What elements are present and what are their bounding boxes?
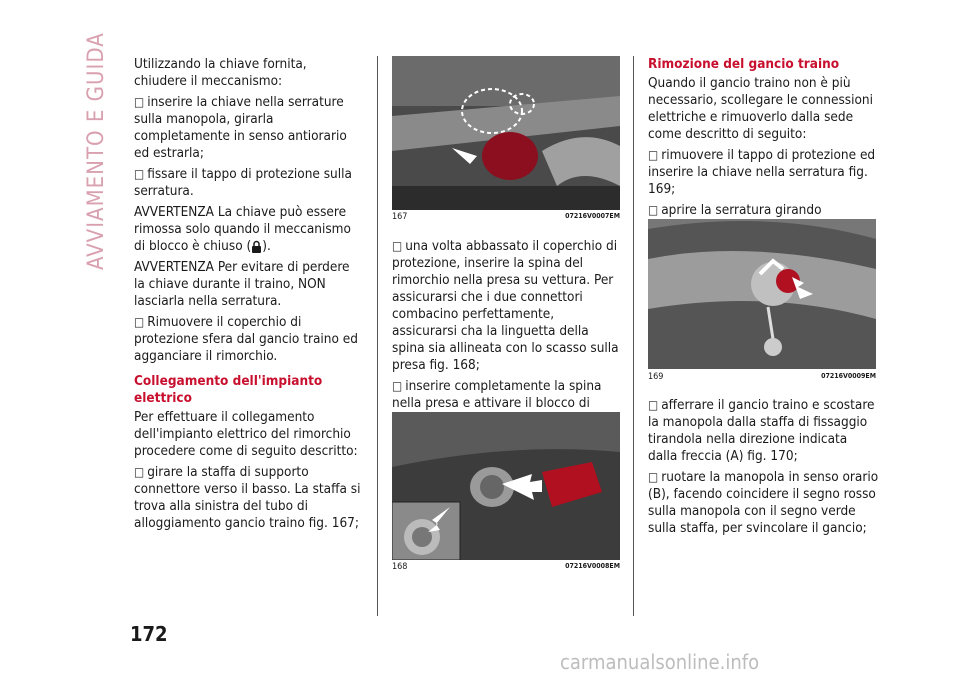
figure-167-image	[392, 56, 620, 210]
bullet-item: □ girare la staffa di supporto connettore verso il basso. La staffa si trova alla sinistra del tubo di alloggiamento gancio traino fig. 167;	[134, 464, 362, 532]
paragraph: Quando il gancio traino non è più necessario, scollegare le connessioni elettriche e rimuoverlo dalla sede come descritto di seguito:	[648, 75, 873, 142]
figure-code: 07216V0008EM	[565, 562, 620, 570]
section-heading: Collegamento dell'impianto elettrico	[134, 373, 323, 406]
paragraph: Per effettuare il collegamento dell'impianto elettrico del rimorchio procedere come di seguito descritto:	[134, 409, 358, 459]
column-3-lower	[648, 397, 880, 541]
warning-paragraph: AVVERTENZA La chiave può essere rimossa solo quando il meccanismo di blocco è chiuso ( ).	[134, 204, 351, 254]
figure-caption	[392, 562, 620, 572]
bullet-item: □ fissare il tappo di protezione sulla serratura.	[134, 166, 362, 200]
bullet-item: □ inserire la chiave nella serrature sulla manopola, girarla completamente in senso antiorario ed estrarla;	[134, 94, 362, 162]
figure-168-image	[392, 412, 620, 560]
figure-code: 07216V0009EM	[821, 372, 876, 380]
bullet-item: □ Rimuovere il coperchio di protezione sfera dal gancio traino ed agganciare il rimorchio.	[134, 314, 362, 365]
figure-caption	[648, 372, 876, 382]
page-number: 172	[130, 622, 168, 646]
column-2-text	[392, 238, 622, 433]
watermark-text: carmanualsonline.info	[560, 650, 760, 674]
figure-169-image	[648, 219, 876, 369]
lock-icon	[251, 240, 262, 253]
column-divider	[377, 56, 378, 616]
figure-number: 168	[392, 562, 408, 572]
bullet-item: □ una volta abbassato il coperchio di protezione, inserire la spina del rimorchio nella presa su vettura. Per assicurarsi che i due connettori combacino perfettamente, assicurarsi cha la linguetta della spina sia allineata con lo scasso sulla presa fig. 168;	[392, 238, 622, 374]
bullet-item: □ rimuovere il tappo di protezione ed inserire la chiave nella serratura fig. 169;	[648, 147, 880, 198]
bullet-item: □ aprire la serratura girando	[648, 202, 880, 253]
warning-paragraph: AVVERTENZA Per evitare di perdere la chiave durante il traino, NON lasciarla nella serratura.	[134, 259, 350, 309]
column-divider	[633, 56, 634, 616]
figure-number: 167	[392, 212, 408, 222]
paragraph: Utilizzando la chiave fornita, chiudere il meccanismo:	[134, 56, 307, 89]
section-side-title: AVVIAMENTO E GUIDA	[84, 32, 109, 270]
bullet-item: □ inserire completamente la spina nella presa e attivare il blocco di	[392, 378, 622, 429]
figure-number: 169	[648, 372, 664, 382]
column-1	[134, 56, 362, 536]
bullet-item: □ afferrare il gancio traino e scostare la manopola dalla staffa di fissaggio tirandola nella direzione indicata dalla freccia (A) fig. 170;	[648, 397, 880, 465]
section-heading: Rimozione del gancio traino	[648, 56, 840, 72]
figure-caption	[392, 212, 620, 222]
bullet-item: □ ruotare la manopola in senso orario (B), facendo coincidere il segno rosso sulla manopola con il segno verde sulla staffa, per svincolare il gancio;	[648, 469, 880, 537]
figure-code: 07216V0007EM	[565, 212, 620, 220]
